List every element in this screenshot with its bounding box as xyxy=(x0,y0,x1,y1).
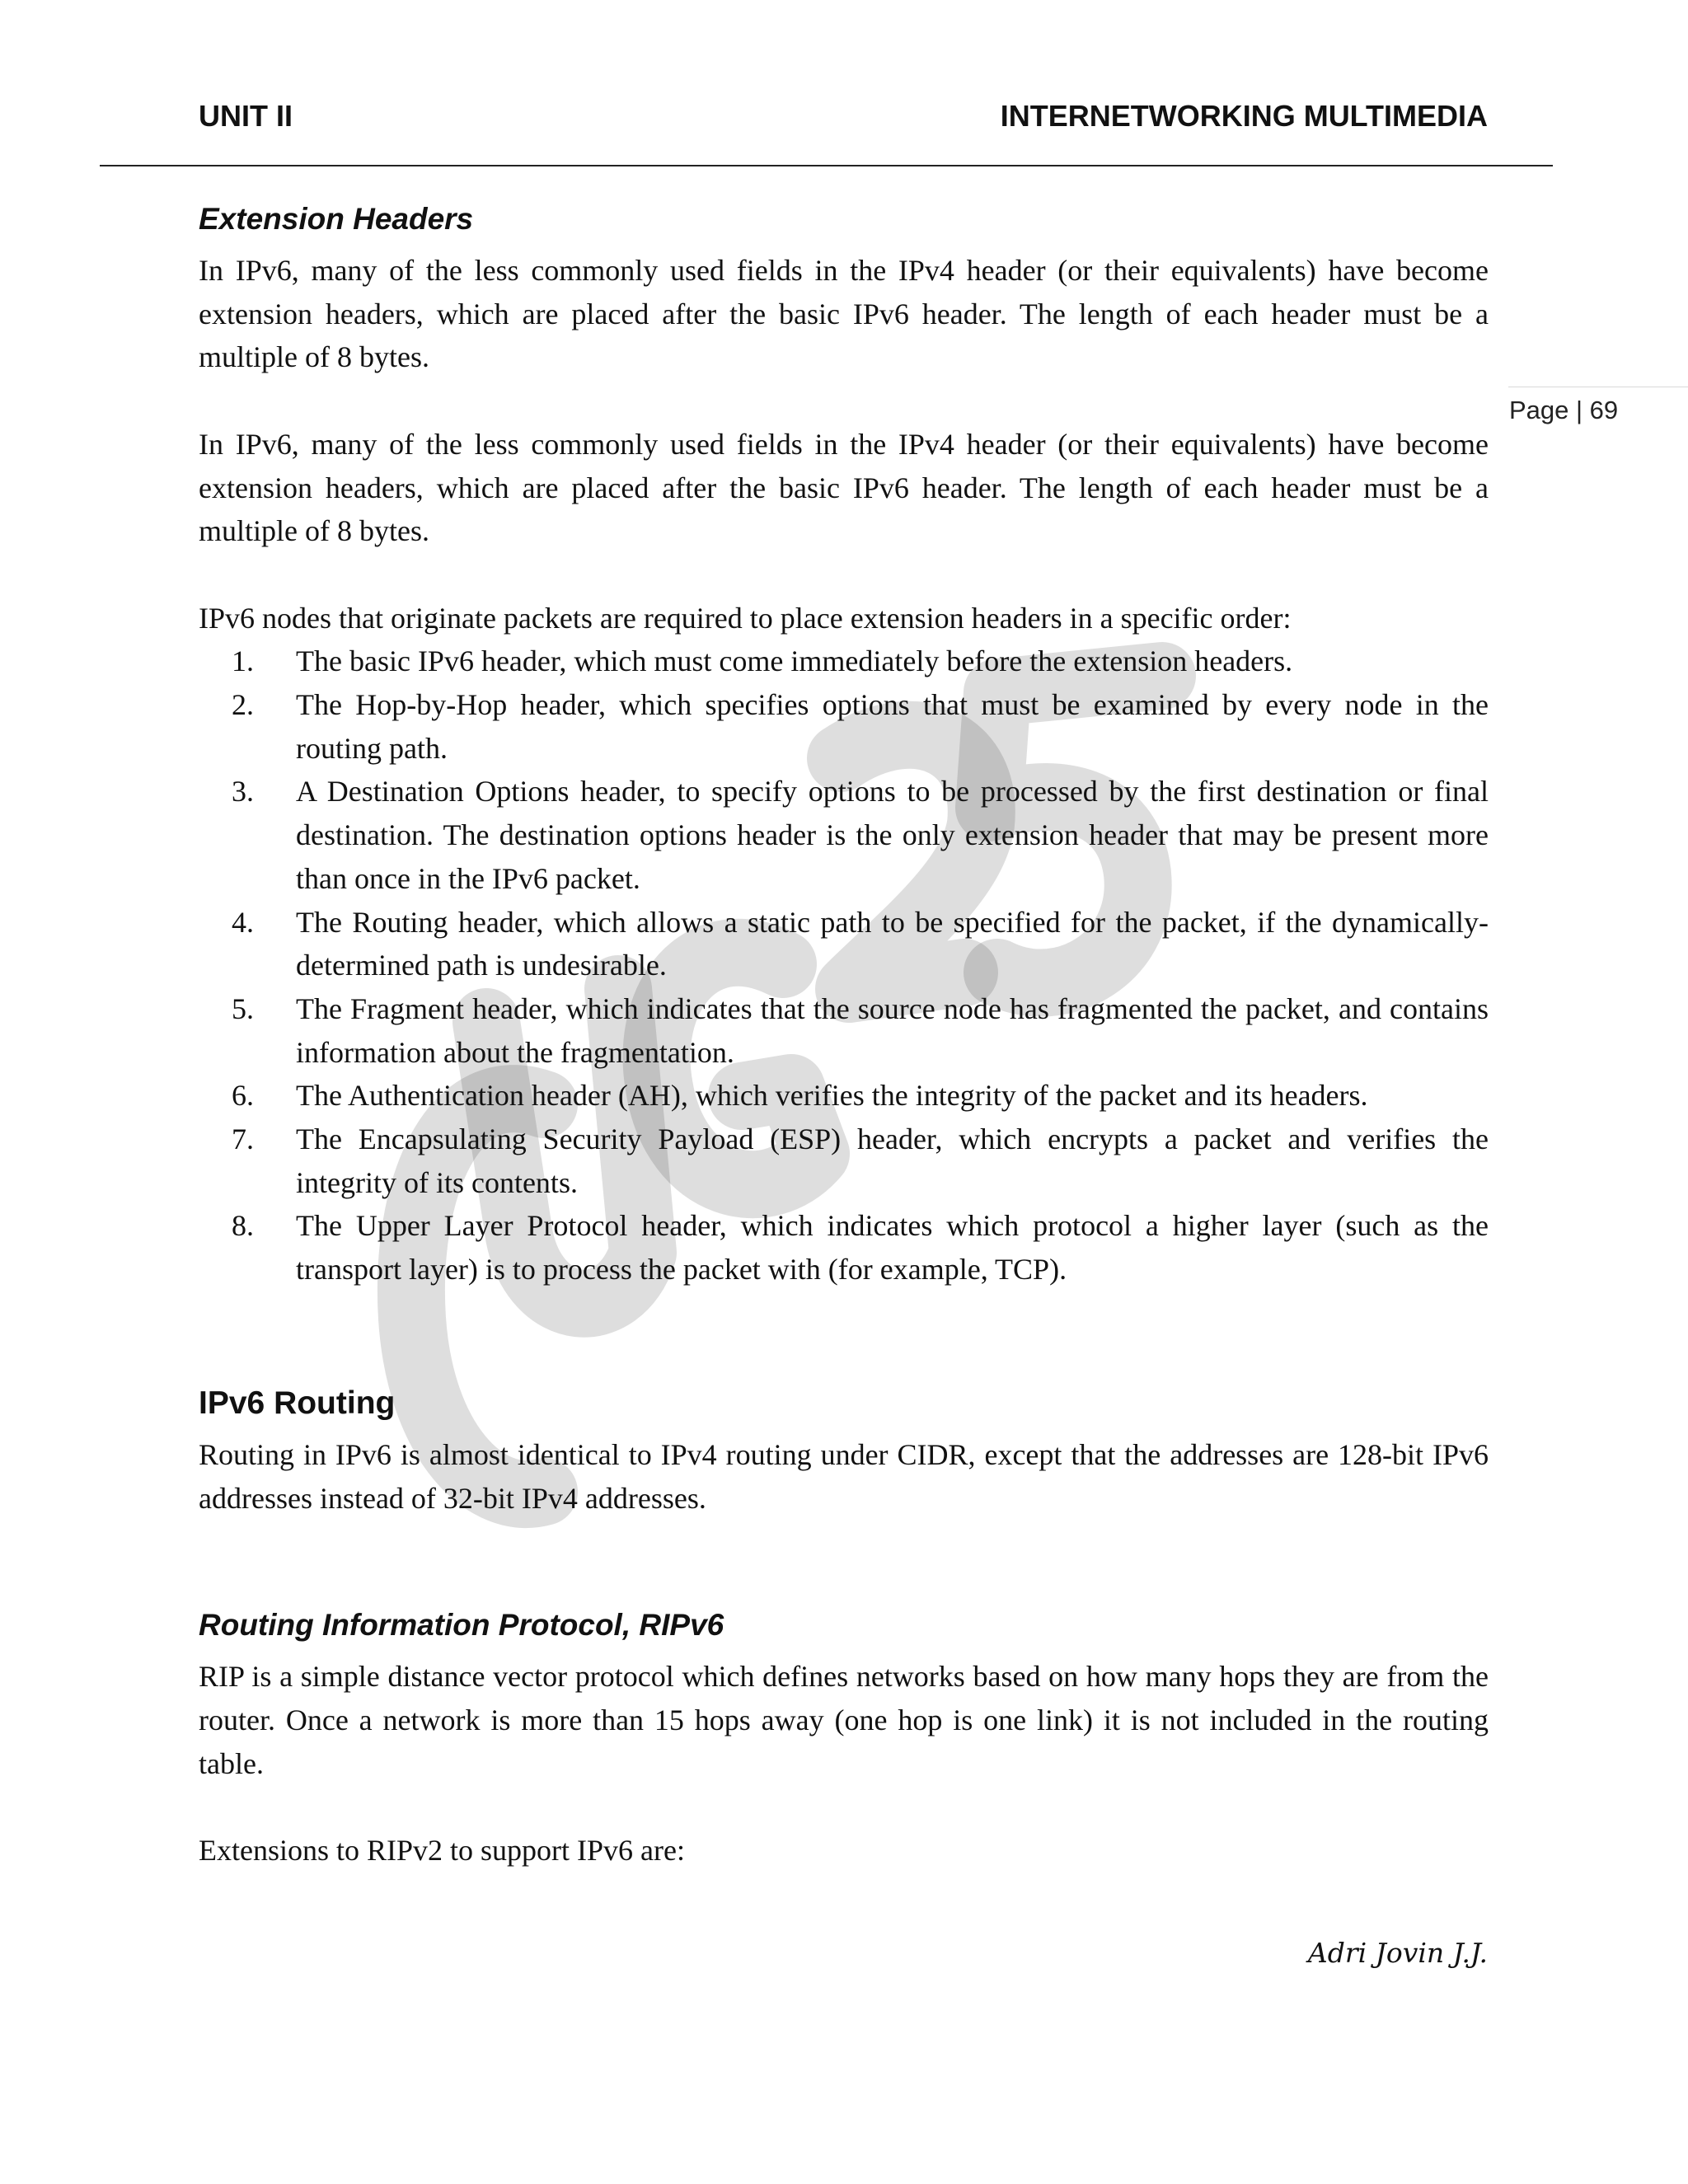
list-item-number: 1. xyxy=(232,644,254,678)
list-item-text: A Destination Options header, to specify options to be processed by the first destination or final destination. The destination options header is the only extension header that may be present more than once in the IPv6 packet. xyxy=(296,775,1489,895)
ipv6-routing-paragraph: Routing in IPv6 is almost identical to IPv4 routing under CIDR, except that the addresses are 128-bit IPv6 addresses instead of 32-bit IPv4 addresses. xyxy=(199,1437,1489,1515)
header-rule xyxy=(100,165,1553,166)
list-item-number: 3. xyxy=(232,775,254,808)
list-item-number: 7. xyxy=(232,1122,254,1156)
list-item-text: The Routing header, which allows a static path to be specified for the packet, if the dynamically-determined path is undesirable. xyxy=(296,905,1489,982)
list-item-number: 5. xyxy=(232,991,254,1025)
list-item-text: The basic IPv6 header, which must come immediately before the extension headers. xyxy=(296,644,1293,678)
list-item xyxy=(199,683,1489,770)
extension-headers-paragraph-2: In IPv6, many of the less commonly used fields in the IPv4 header (or their equivalents) have become extension headers, which are placed after the basic IPv6 header. The length of each header must be a multiple of 8 bytes. xyxy=(199,427,1489,548)
extension-headers-heading: Extension Headers xyxy=(199,202,474,236)
extension-headers-paragraph-1: In IPv6, many of the less commonly used fields in the IPv4 header (or their equivalents) have become extension headers, which are placed after the basic IPv6 header. The length of each header must be a multiple of 8 bytes. xyxy=(199,254,1489,374)
list-item xyxy=(199,770,1489,900)
list-item xyxy=(199,1074,1489,1118)
list-item xyxy=(199,640,1489,683)
rip-heading: Routing Information Protocol, RIPv6 xyxy=(199,1608,724,1643)
list-item-number: 2. xyxy=(232,688,254,721)
header-order-list xyxy=(199,640,1489,1291)
ipv6-routing-heading: IPv6 Routing xyxy=(199,1385,396,1421)
rip-paragraph: RIP is a simple distance vector protocol which defines networks based on how many hops they are from the router. Once a network is more than 15 hops away (one hop is one link) it is not included in the routing table. xyxy=(199,1660,1489,1780)
list-item-number: 8. xyxy=(232,1209,254,1243)
rip-extensions-intro: Extensions to RIPv2 to support IPv6 are: xyxy=(199,1834,685,1868)
list-item xyxy=(199,1204,1489,1291)
author-signature: Adri Jovin J.J. xyxy=(1307,1937,1488,1969)
list-item-text: The Encapsulating Security Payload (ESP) header, which encrypts a packet and verifies the integrity of its contents. xyxy=(296,1122,1489,1199)
page-body xyxy=(199,196,1489,1872)
list-item-number: 6. xyxy=(232,1079,254,1113)
list-item-text: The Fragment header, which indicates that the source node has fragmented the packet, and contains information about the fragmentation. xyxy=(296,991,1489,1069)
list-item-text: The Hop-by-Hop header, which specifies options that must be examined by every node in the routing path. xyxy=(296,688,1489,765)
running-header-unit: UNIT II xyxy=(199,99,293,133)
list-item xyxy=(199,901,1489,987)
page-number: Page | 69 xyxy=(1509,396,1619,424)
list-item-text: The Upper Layer Protocol header, which indicates which protocol a higher layer (such as the transport layer) is to process the packet with (for example, TCP). xyxy=(296,1209,1489,1286)
list-item xyxy=(199,987,1489,1074)
header-order-intro: IPv6 nodes that originate packets are required to place extension headers in a specific order: xyxy=(199,601,1292,635)
list-item-number: 4. xyxy=(232,905,254,939)
list-item-text: The Authentication header (AH), which verifies the integrity of the packet and its headers. xyxy=(296,1079,1368,1113)
running-header-title: INTERNETWORKING MULTIMEDIA xyxy=(1000,99,1488,133)
list-item xyxy=(199,1118,1489,1204)
